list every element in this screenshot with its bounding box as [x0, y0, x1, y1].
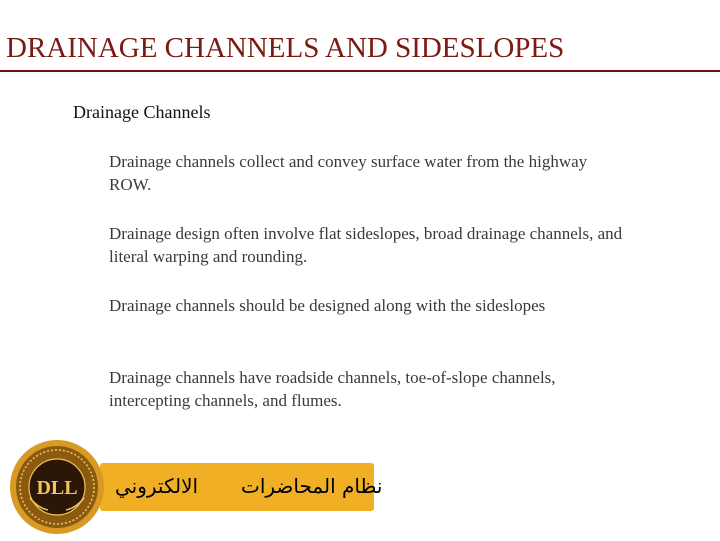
section-heading: Drainage Channels — [73, 102, 211, 122]
seal-monogram: DLL — [36, 477, 78, 499]
title-bar — [0, 28, 720, 72]
university-seal-icon — [8, 438, 106, 536]
slide-title: DRAINAGE CHANNELS AND SIDESLOPES — [6, 32, 565, 64]
footer-text-lecture-system: نظام المحاضرات — [241, 474, 383, 498]
bullet-paragraph: Drainage channels should be designed along with the sideslopes — [109, 296, 546, 315]
bullet-paragraph: Drainage channels collect and convey surface water from the highway ROW. — [109, 152, 588, 194]
seal-graphic — [8, 438, 106, 536]
bullet-paragraph: Drainage design often involve flat sideslopes, broad drainage channels, and literal warping and rounding. — [109, 224, 623, 266]
footer-text-electronic: الالكتروني — [115, 474, 199, 498]
bullet-paragraph: Drainage channels have roadside channels, toe-of-slope channels, intercepting channels, and flumes. — [109, 368, 556, 410]
